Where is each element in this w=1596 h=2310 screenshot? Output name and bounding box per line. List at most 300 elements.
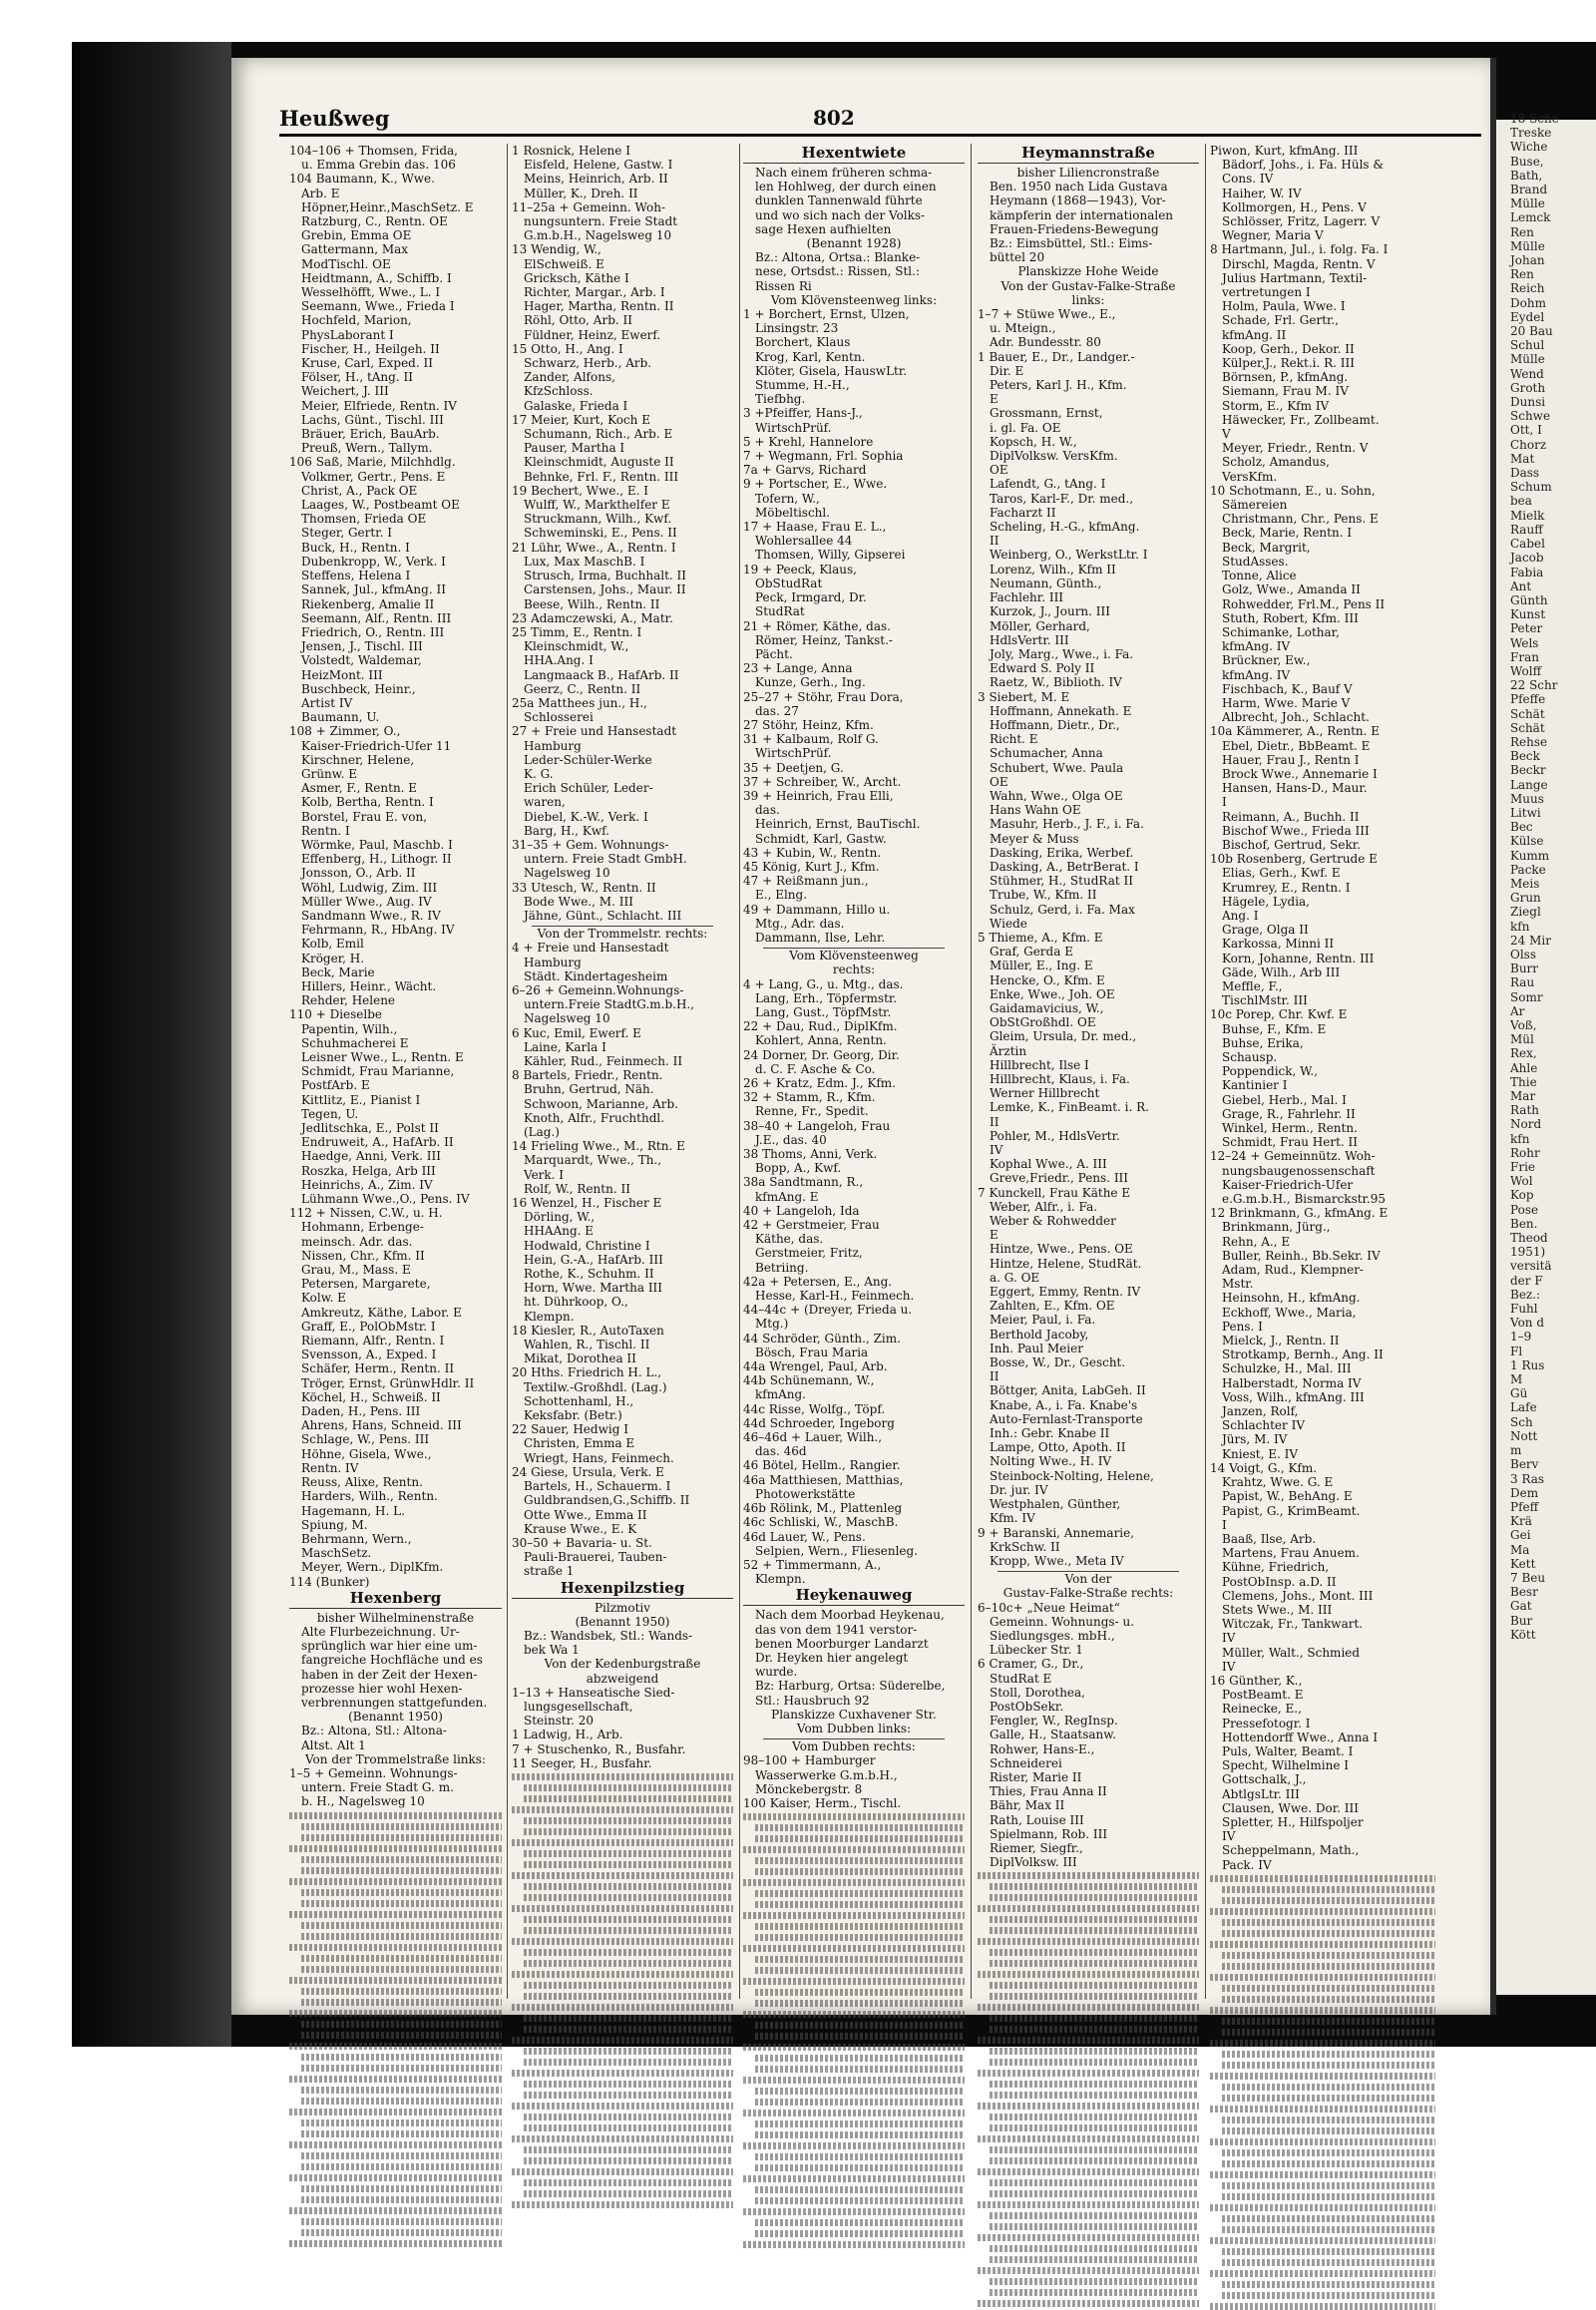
directory-entry: Hillbrecht, Ilse I (990, 1057, 1089, 1072)
directory-entry: 32 + Stamm, R., Kfm. (743, 1090, 876, 1105)
directory-entry: Eggert, Emmy, Rentn. IV (990, 1285, 1141, 1300)
directory-entry: Weinberg, O., WerkstLtr. I (990, 548, 1148, 563)
directory-entry: 1 Ladwig, H., Arb. (512, 1728, 623, 1742)
directory-entry: 1–5 + Gemeinn. Wohnungs- (289, 1765, 458, 1780)
directory-entry: bek Wa 1 (524, 1643, 580, 1658)
directory-entry: Weber & Rohwedder (990, 1214, 1116, 1229)
directory-entry: Reimann, A., Buchh. II (1222, 809, 1360, 824)
directory-entry: HeizMont. III (301, 667, 383, 682)
directory-entry: Kophal Wwe., A. III (990, 1157, 1107, 1172)
illegible-row (301, 2229, 502, 2236)
directory-entry: PostObInsp. a.D. II (1222, 1574, 1337, 1589)
directory-entry: b. H., Nagelsweg 10 (301, 1794, 425, 1809)
facing-page-line: Nord (1510, 1117, 1542, 1132)
directory-entry: Facharzt II (990, 505, 1056, 520)
directory-entry: 3 Siebert, M. E (978, 689, 1070, 704)
running-head-title: Heußweg (279, 106, 390, 131)
directory-entry: Horn, Wwe. Martha III (524, 1281, 663, 1296)
directory-entry: Wesselhöfft, Wwe., L. I (301, 285, 441, 300)
facing-page-line: 22 Schr (1510, 678, 1558, 693)
directory-entry: 10b Rosenberg, Gertrude E (1210, 852, 1378, 867)
illegible-row (1222, 1919, 1435, 1926)
directory-entry: kfmAng. IV (1222, 667, 1291, 682)
directory-entry: Photowerkstätte (755, 1486, 856, 1501)
directory-entry: Clausen, Wwe. Dor. III (1222, 1800, 1359, 1815)
directory-entry: a. G. OE (990, 1270, 1040, 1285)
illegible-row (524, 1861, 733, 1868)
directory-entry: Dr. jur. IV (990, 1482, 1048, 1497)
directory-entry: Röhl, Otto, Arb. II (524, 313, 632, 328)
directory-entry: Langmaack B., HafArb. II (524, 667, 679, 682)
directory-entry: Nach dem Moorbad Heykenau, (755, 1608, 945, 1623)
directory-entry: Keksfabr. (Betr.) (524, 1408, 622, 1423)
directory-entry: Nagelsweg 10 (524, 1011, 610, 1026)
directory-entry: Auto-Fernlast-Transporte (990, 1411, 1143, 1426)
directory-entry: Schwarz, Herb., Arb. (524, 356, 652, 371)
directory-entry: fangreiche Hochfläche und es (301, 1653, 483, 1668)
facing-page-line: Ar (1510, 1003, 1525, 1018)
illegible-row (289, 1977, 502, 1984)
directory-entry: Guldbrandsen,G.,Schiffb. II (524, 1493, 690, 1508)
directory-entry: PostfArb. E (301, 1078, 370, 1093)
directory-entry: Steinbock-Nolting, Helene, (990, 1468, 1154, 1483)
facing-page-line: Bec (1510, 820, 1533, 835)
illegible-row (978, 2103, 1199, 2110)
directory-entry: Strotkamp, Bernh., Ang. II (1222, 1348, 1384, 1362)
facing-page-line: Schum (1510, 480, 1552, 495)
facing-page-line: Chorz (1510, 437, 1547, 452)
directory-entry: Meyer, Friedr., Rentn. V (1222, 441, 1369, 456)
facing-page-line: Treske (1510, 126, 1552, 141)
directory-entry: Specht, Wilhelmine I (1222, 1758, 1349, 1773)
directory-entry: Leder-Schüler-Werke (524, 752, 652, 767)
directory-entry: Dasking, A., BetrBerat. I (990, 859, 1139, 874)
directory-entry: 23 Adamczewski, A., Matr. (512, 610, 673, 625)
illegible-row (524, 1993, 733, 2000)
directory-entry: 24 Dorner, Dr. Georg, Dir. (743, 1047, 900, 1062)
illegible-row (301, 2152, 502, 2159)
directory-entry: 52 + Timmermann, A., (743, 1557, 882, 1572)
directory-entry: 25 Timm, E., Rentn. I (512, 624, 642, 639)
directory-entry: Kropp, Wwe., Meta IV (990, 1553, 1124, 1568)
directory-entry: Piwon, Kurt, kfmAng. III (1210, 144, 1359, 158)
directory-entry: Hillbrecht, Klaus, i. Fa. (990, 1072, 1130, 1086)
illegible-row (990, 2190, 1199, 2197)
directory-entry: OE (990, 463, 1008, 478)
directory-entry: Wegner, Maria V (1222, 228, 1324, 243)
directory-entry: Peters, Karl J. H., Kfm. (990, 378, 1127, 393)
directory-entry: Möbeltischl. (755, 505, 831, 520)
directory-entry: Dubenkropp, W., Verk. I (301, 554, 446, 569)
directory-entry: Rothe, K., Schuhm. II (524, 1267, 654, 1282)
illegible-row (289, 2207, 502, 2214)
directory-entry: Thies, Frau Anna II (990, 1784, 1107, 1799)
directory-entry: PostObSekr. (990, 1699, 1064, 1714)
directory-entry: das. (755, 803, 780, 818)
directory-entry: Struckmann, Wilh., Kwf. (524, 512, 672, 527)
directory-entry: 6–10c+ „Neue Heimat“ (978, 1600, 1120, 1615)
facing-page-line: Pose (1510, 1202, 1539, 1217)
illegible-row (978, 2234, 1199, 2241)
section-note: bisher Wilhelminenstraße (316, 1610, 475, 1625)
illegible-row (512, 2168, 733, 2175)
directory-entry: 14 Frieling Wwe., M., Rtn. E (512, 1139, 685, 1154)
illegible-row (990, 2289, 1199, 2296)
facing-page-line: Schät (1510, 706, 1545, 721)
directory-entry: 8 Hartmann, Jul., i. folg. Fa. I (1210, 242, 1389, 257)
directory-entry: Hesse, Karl-H., Feinmech. (755, 1289, 915, 1304)
directory-entry: Wöhl, Ludwig, Zim. III (301, 880, 438, 895)
directory-entry: Schlage, W., Pens. III (301, 1432, 430, 1447)
directory-entry: Siemann, Frau M. IV (1222, 384, 1349, 399)
illegible-row (755, 2055, 965, 2062)
facing-page-line: Schät (1510, 720, 1545, 735)
directory-entry: kfmAng. E (755, 1189, 819, 1204)
street-heading: Hexenberg (289, 1589, 502, 1609)
directory-entry: 37 + Schreiber, W., Archt. (743, 774, 902, 789)
directory-entry: Barg, H., Kwf. (524, 823, 609, 838)
facing-page-line: Dohm (1510, 295, 1546, 310)
illegible-row (1222, 2259, 1435, 2266)
directory-entry: Kaiser-Friedrich-Ufer (1222, 1177, 1354, 1192)
directory-entry: Selpien, Wern., Fliesenleg. (755, 1543, 919, 1558)
directory-entry: Fischbach, K., Bauf V (1222, 681, 1353, 696)
illegible-row (743, 1879, 965, 1886)
directory-entry: Mikat, Dorothea II (524, 1351, 636, 1366)
directory-entry: PhysLaborant I (301, 327, 394, 342)
illegible-row (743, 1846, 965, 1853)
section-note: Von der Gustav-Falke-Straße (1000, 278, 1176, 293)
facing-page-line: Kumm (1510, 848, 1550, 863)
directory-entry: Cons. IV (1222, 172, 1274, 187)
directory-entry: Ratzburg, C., Rentn. OE (301, 214, 448, 229)
directory-entry: Höhne, Gisela, Wwe., (301, 1446, 432, 1461)
directory-entry: Kopsch, H. W., (990, 434, 1077, 449)
directory-entry: Daden, H., Pens. III (301, 1404, 421, 1419)
directory-entry: Hintze, Helene, StudRät. (990, 1256, 1142, 1271)
directory-entry: Weber, Alfr., i. Fa. (990, 1199, 1098, 1214)
directory-column-4 (978, 144, 1199, 2009)
illegible-row (301, 1933, 502, 1940)
illegible-row (512, 2201, 733, 2208)
directory-column-5 (1210, 144, 1435, 2009)
directory-entry: Gattermann, Max (301, 242, 409, 257)
directory-entry: Riemann, Alfr., Rentn. I (301, 1334, 445, 1348)
directory-entry: 31 + Kalbaum, Rolf G. (743, 732, 879, 747)
directory-entry: Schmidt, Frau Hert. II (1222, 1135, 1359, 1150)
facing-page-line: Somr (1510, 989, 1543, 1004)
illegible-row (512, 1806, 733, 1813)
directory-entry: Schulz, Gerd, i. Fa. Max (990, 902, 1135, 917)
facing-page-line: Beck (1510, 749, 1540, 764)
street-heading: Heykenauweg (743, 1586, 965, 1606)
directory-entry: Siedlungsges. mbH., (990, 1628, 1115, 1643)
directory-entry: verbrennungen stattgefunden. (301, 1695, 488, 1710)
directory-entry: StudRat (755, 604, 805, 619)
directory-entry: Schneiderei (990, 1755, 1062, 1770)
directory-entry: Dasking, Erika, Werbef. (990, 845, 1134, 860)
directory-entry: Laine, Karla I (524, 1039, 606, 1054)
directory-entry: Böttger, Anita, LabGeh. II (990, 1383, 1146, 1398)
directory-entry: OE (990, 774, 1008, 789)
illegible-row (1222, 1886, 1435, 1893)
directory-entry: Beck, Margrit, (1222, 540, 1311, 555)
directory-entry: Steffens, Helena I (301, 569, 411, 583)
directory-entry: Heymann (1868—1943), Vor- (990, 193, 1166, 208)
directory-entry: Borchert, Klaus (755, 335, 851, 350)
directory-entry: 47 + Reißmann jun., (743, 874, 869, 889)
illegible-row (1210, 2303, 1435, 2310)
facing-page-line: Ren (1510, 267, 1534, 282)
directory-entry: Füldner, Heinz, Ewerf. (524, 327, 661, 342)
facing-page-line: M (1510, 1372, 1523, 1387)
directory-entry: Gaidamavicius, W., (990, 1000, 1104, 1015)
book-spine-shadow (72, 42, 231, 2047)
directory-entry: StudRat E (990, 1671, 1052, 1686)
facing-page-line: Nott (1510, 1428, 1538, 1443)
directory-entry: Schuhmacherei E (301, 1035, 409, 1050)
facing-page-line: Ott, I (1510, 423, 1542, 438)
directory-entry: Frauen-Friedens-Bewegung (990, 221, 1159, 236)
directory-entry: Knabe, A., i. Fa. Knabe's (990, 1397, 1138, 1412)
directory-entry: kämpferin der internationalen (990, 207, 1174, 222)
directory-entry: das. 46d (755, 1444, 807, 1459)
directory-column-2 (512, 144, 733, 2009)
directory-entry: benen Moorburger Landarzt (755, 1636, 929, 1651)
directory-entry: 3 +Pfeiffer, Hans-J., (743, 406, 863, 421)
directory-entry: 40 + Langeloh, Ida (743, 1203, 860, 1218)
column-rule (739, 144, 740, 1999)
directory-entry: Bruhn, Gertrud, Näh. (524, 1082, 654, 1097)
directory-entry: Baaß, Ilse, Arb. (1222, 1531, 1317, 1546)
illegible-row (990, 2278, 1199, 2285)
directory-entry: Seemann, Wwe., Frieda I (301, 299, 455, 314)
directory-entry: ElSchweiß. E (524, 256, 604, 271)
directory-entry: Svensson, A., Exped. I (301, 1348, 437, 1362)
facing-page-line: Litwi (1510, 805, 1541, 820)
illegible-row (755, 1989, 965, 1996)
illegible-row (990, 1894, 1199, 1901)
illegible-row (1210, 2073, 1435, 2080)
facing-page-line: Mat (1510, 451, 1535, 466)
section-note: Vom Klövensteenweg links: (770, 292, 938, 307)
illegible-row (524, 2092, 733, 2099)
illegible-row (1222, 1897, 1435, 1904)
directory-entry: Eisfeld, Helene, Gastw. I (524, 158, 673, 173)
facing-page-line: Fl (1510, 1344, 1523, 1358)
directory-entry: Gricksch, Käthe I (524, 270, 629, 285)
illegible-row (743, 2011, 965, 2018)
directory-entry: 21 + Römer, Käthe, das. (743, 618, 891, 633)
directory-entry: Grau, M., Mass. E (301, 1263, 411, 1278)
illegible-row (1222, 2095, 1435, 2102)
directory-entry: Laages, W., Postbeamt OE (301, 498, 460, 513)
directory-entry: 22 Sauer, Hedwig I (512, 1422, 628, 1437)
directory-entry: 10 Schotmann, E., u. Sohn, (1210, 483, 1376, 498)
section-note: Vom Dubben links: (796, 1721, 912, 1735)
illegible-row (1210, 1941, 1435, 1948)
illegible-row (743, 1813, 965, 1820)
facing-page-line: Mül (1510, 1032, 1534, 1047)
directory-entry: 5 Thieme, A., Kfm. E (978, 930, 1103, 945)
directory-entry: 38–40 + Langeloh, Frau (743, 1118, 891, 1133)
illegible-row (524, 1982, 733, 1989)
directory-entry: meinsch. Adr. das. (301, 1234, 413, 1249)
directory-entry: Graff, E., PolObMstr. I (301, 1319, 436, 1334)
column-rule (1205, 144, 1206, 1999)
directory-entry: 33 Utesch, W., Rentn. II (512, 880, 656, 895)
illegible-row (301, 2054, 502, 2061)
directory-entry: 44 Schröder, Günth., Zim. (743, 1331, 901, 1346)
directory-entry: Edward S. Poly II (990, 661, 1095, 676)
section-note: Von der Kedenburgstraße (544, 1657, 701, 1672)
directory-entry: Scheling, H.-G., kfmAng. (990, 520, 1140, 535)
illegible-row (755, 1967, 965, 1974)
directory-entry: Haiher, W. IV (1222, 186, 1302, 200)
directory-entry: Marquardt, Wwe., Th., (524, 1153, 662, 1168)
illegible-row (301, 1900, 502, 1907)
facing-page-line: Günth (1510, 592, 1548, 607)
facing-page-line: Eydel (1510, 309, 1545, 324)
illegible-row (1222, 2292, 1435, 2299)
directory-entry: prozesse hier wohl Hexen- (301, 1681, 463, 1696)
directory-entry: Städt. Kindertagesheim (524, 968, 668, 983)
directory-entry: Hoffmann, Annekath. E (990, 703, 1132, 718)
facing-page-line: Meis (1510, 876, 1540, 891)
directory-entry: Höpner,Heinr.,MaschSetz. E (301, 199, 474, 214)
directory-entry: Bähr, Max II (990, 1798, 1065, 1813)
illegible-row (990, 2212, 1199, 2219)
illegible-row (1210, 2270, 1435, 2277)
facing-page-line: 24 Mir (1510, 933, 1551, 948)
illegible-row (1210, 2007, 1435, 2014)
directory-entry: Schumann, Rich., Arb. E (524, 427, 673, 442)
illegible-row (524, 1795, 733, 1802)
directory-entry: ObStGroßhdl. OE (990, 1015, 1096, 1030)
illegible-row (512, 2103, 733, 2110)
facing-page-line: Besr (1510, 1585, 1538, 1600)
illegible-row (990, 2059, 1199, 2066)
directory-entry: Strusch, Irma, Buchhalt. II (524, 569, 687, 583)
facing-page-line: Buse, (1510, 154, 1544, 169)
illegible-row (755, 1857, 965, 1864)
directory-entry: Meyer, Wern., DiplKfm. (301, 1560, 444, 1575)
directory-entry: Otte Wwe., Emma II (524, 1507, 647, 1522)
directory-entry: Winkel, Herm., Rentn. (1222, 1121, 1358, 1136)
directory-entry: 1 + Borchert, Ernst, Ulzen, (743, 307, 910, 322)
facing-page-line: Krä (1510, 1514, 1532, 1529)
section-note: Planskizze Hohe Weide (1017, 264, 1159, 279)
directory-entry: Schade, Frl. Gertr., (1222, 313, 1340, 328)
illegible-row (1222, 2215, 1435, 2222)
directory-entry: d. C. F. Asche & Co. (755, 1061, 876, 1076)
directory-entry: Knoth, Alfr., Fruchthdl. (524, 1110, 665, 1125)
illegible-row (301, 2021, 502, 2028)
directory-entry: Schimanke, Lothar, (1222, 624, 1340, 639)
directory-entry: Erich Schüler, Leder- (524, 781, 653, 796)
directory-entry: 17 Meier, Kurt, Koch E (512, 412, 650, 427)
facing-page-line: Kunst (1510, 607, 1546, 622)
facing-page-line: m (1510, 1443, 1522, 1458)
illegible-row (978, 1938, 1199, 1945)
illegible-row (743, 1978, 965, 1985)
illegible-row (301, 1823, 502, 1830)
directory-entry: Kleinschmidt, W., (524, 639, 629, 654)
directory-entry: Tonne, Alice (1222, 569, 1297, 583)
directory-entry: 10c Porep, Chr. Kwf. E (1210, 1007, 1348, 1022)
directory-entry: Bz.: Eimsbüttel, Stl.: Eims- (990, 236, 1153, 251)
directory-entry: Häwecker, Fr., Zollbeamt. (1222, 412, 1380, 427)
directory-entry: Papist, W., BehAng. E (1222, 1489, 1353, 1504)
directory-entry: II (990, 534, 999, 549)
directory-entry: 98–100 + Hamburger (743, 1753, 876, 1768)
directory-entry: Arb. E (301, 186, 340, 200)
facing-page-line: Sch (1510, 1414, 1533, 1429)
directory-entry: Roszka, Helga, Arb III (301, 1163, 436, 1178)
directory-entry: Schlosserei (524, 710, 594, 725)
directory-entry: u. Mteign., (990, 321, 1056, 336)
illegible-row (301, 2098, 502, 2105)
facing-page-line: 1–9 (1510, 1330, 1532, 1345)
directory-entry: Grage, R., Fahrlehr. II (1222, 1106, 1356, 1121)
directory-entry: Giebel, Herb., Mal. I (1222, 1092, 1347, 1107)
directory-entry: 4 + Lang, G., u. Mtg., das. (743, 976, 904, 991)
illegible-row (1210, 1974, 1435, 1981)
directory-entry: StudAsses. (1222, 554, 1289, 569)
directory-entry: DiplVolksw. VersKfm. (990, 449, 1118, 464)
directory-entry: Köchel, H., Schweiß. II (301, 1389, 441, 1404)
directory-entry: untern. Freie Stadt GmbH. (524, 852, 687, 867)
directory-entry: Renne, Fr., Spedit. (755, 1104, 869, 1119)
facing-page-line: Mülle (1510, 352, 1545, 367)
directory-entry: Korn, Johanne, Rentn. III (1222, 951, 1375, 965)
directory-entry: 104 Baumann, K., Wwe. (289, 172, 435, 187)
directory-entry: 13 Wendig, W., (512, 242, 601, 257)
illegible-row (755, 2088, 965, 2095)
directory-entry: vertretungen I (1222, 285, 1311, 300)
illegible-row (755, 2120, 965, 2127)
illegible-row (1222, 1930, 1435, 1937)
directory-entry: Bischof Wwe., Frieda III (1222, 823, 1370, 838)
directory-entry: Bartels, H., Schauerm. I (524, 1479, 671, 1494)
facing-page-line: Reich (1510, 281, 1545, 296)
directory-entry: Kunze, Gerh., Ing. (755, 675, 866, 690)
illegible-row (978, 2201, 1199, 2208)
directory-entry: Beese, Wilh., Rentn. II (524, 596, 660, 611)
illegible-row (289, 1845, 502, 1852)
illegible-row (1222, 2248, 1435, 2255)
directory-entry: u. Emma Grebin das. 106 (301, 158, 456, 173)
directory-entry: KrkSchw. II (990, 1539, 1060, 1554)
illegible-row (289, 1878, 502, 1885)
facing-page-line: Frie (1510, 1160, 1536, 1175)
illegible-row (978, 2004, 1199, 2011)
directory-entry: I (1222, 1517, 1227, 1532)
directory-entry: sprünglich war hier eine um- (301, 1639, 478, 1654)
illegible-row (524, 2059, 733, 2066)
illegible-row (990, 2179, 1199, 2186)
directory-entry: Stets Wwe., M. III (1222, 1602, 1333, 1617)
directory-entry: Tegen, U. (301, 1106, 359, 1121)
facing-page-line: Fabia (1510, 565, 1544, 579)
directory-entry: Behrmann, Wern., (301, 1531, 412, 1546)
illegible-row (755, 2197, 965, 2204)
facing-page-line: Ma (1510, 1542, 1530, 1557)
section-note: Von der Trommelstr. rechts: (537, 927, 708, 942)
facing-page-line: Wels (1510, 635, 1539, 650)
directory-entry: e.G.m.b.H., Bismarckstr.95 (1222, 1192, 1387, 1207)
directory-entry: Bopp, A., Kwf. (755, 1161, 842, 1176)
